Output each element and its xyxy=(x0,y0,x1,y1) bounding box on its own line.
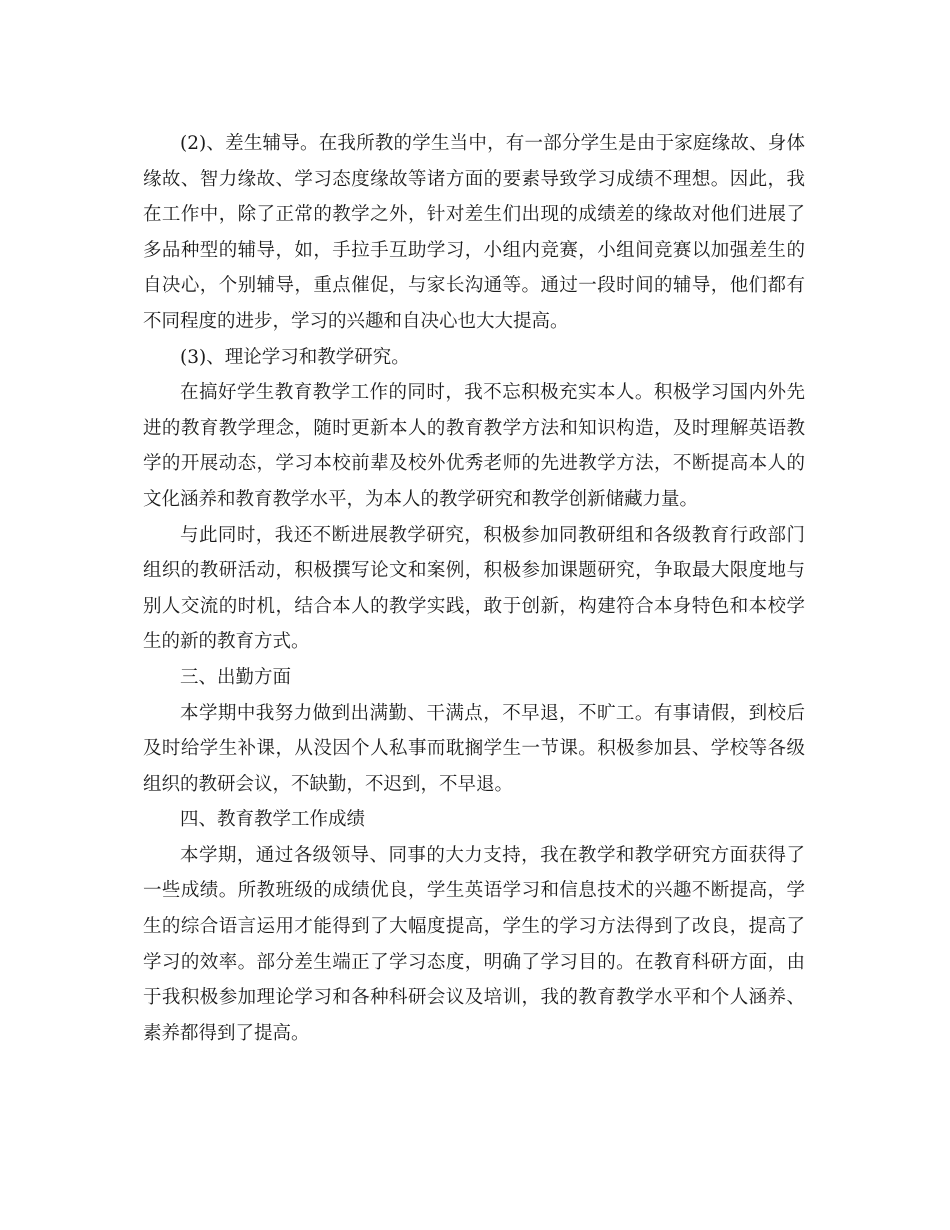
document-body xyxy=(143,126,805,1051)
paragraph-teaching-research: 与此同时，我还不断进展教学研究，积极参加同教研组和各级教育行政部门组织的教研活动，积极撰写论文和案例，积极参加课题研究，争取最大限度地与别人交流的时机，结合本人的教学实践，敢于创新，构建符合本身特色和本校学生的新的教育方式。 xyxy=(143,524,805,653)
heading-teaching-results: 四、教育教学工作成绩 xyxy=(180,809,366,831)
heading-attendance: 三、出勤方面 xyxy=(180,666,292,688)
paragraph-poor-student-tutoring: (2)、差生辅导。在我所教的学生当中，有一部分学生是由于家庭缘故、身体缘故、智力缘故、学习态度缘故等诸方面的要素导致学习成绩不理想。因此，我在工作中，除了正常的教学之外，针对差生们出现的成绩差的缘故对他们进展了多品种型的辅导，如，手拉手互助学习，小组内竞赛，小组间竞赛以加强差生的自决心，个别辅导，重点催促，与家长沟通等。通过一段时间的辅导，他们都有不同程度的进步，学习的兴趣和自决心也大大提高。 xyxy=(143,133,805,332)
heading-theory-and-research: (3)、理论学习和教学研究。 xyxy=(180,346,410,368)
paragraph-teaching-results: 本学期，通过各级领导、同事的大力支持，我在教学和教学研究方面获得了一些成绩。所教班级的成绩优良，学生英语学习和信息技术的兴趣不断提高，学生的综合语言运用才能得到了大幅度提高，学生的学习方法得到了改良，提高了学习的效率。部分差生端正了学习态度，明确了学习目的。在教育科研方面，由于我积极参加理论学习和各种科研会议及培训，我的教育教学水平和个人涵养、素养都得到了提高。 xyxy=(143,844,805,1044)
paragraph-attendance: 本学期中我努力做到出满勤、干满点，不早退，不旷工。有事请假，到校后及时给学生补课，从没因个人私事而耽搁学生一节课。积极参加县、学校等各级组织的教研会议，不缺勤，不迟到，不早退。 xyxy=(143,702,805,795)
paragraph-self-improvement: 在搞好学生教育教学工作的同时，我不忘积极充实本人。积极学习国内外先进的教育教学理念，随时更新本人的教育教学方法和知识构造，及时理解英语教学的开展动态，学习本校前辈及校外优秀老师的先进教学方法，不断提高本人的文化涵养和教育教学水平，为本人的教学研究和教学创新储藏力量。 xyxy=(143,382,805,510)
